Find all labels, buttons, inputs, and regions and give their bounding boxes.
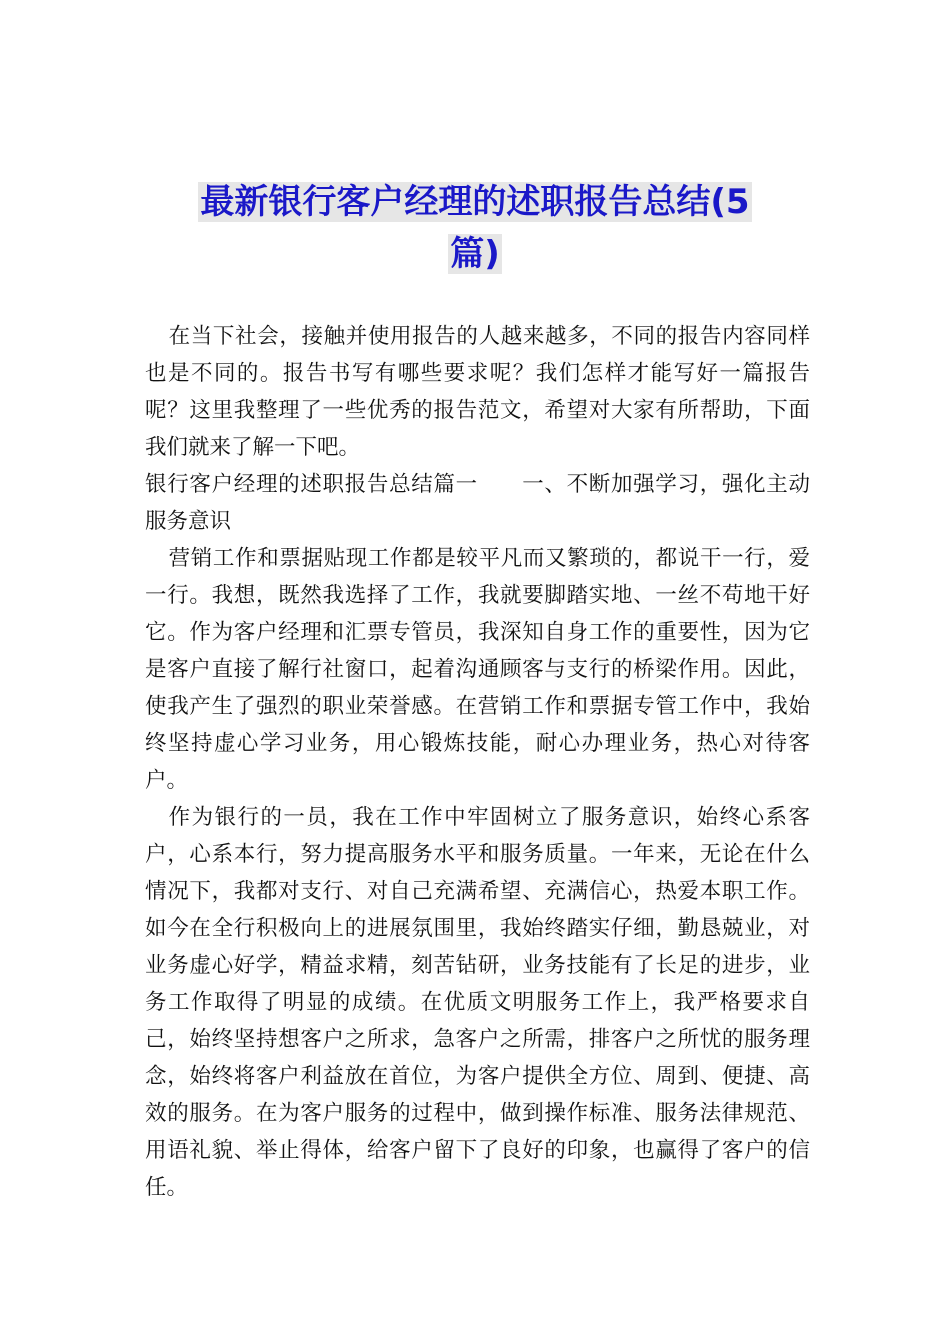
- body-paragraph: 营销工作和票据贴现工作都是较平凡而又繁琐的，都说干一行，爱一行。我想，既然我选择了工作，我就要脚踏实地、一丝不苟地干好它。作为客户经理和汇票专管员，我深知自身工作的重要性，因为它是客户直接了解行社窗口，起着沟通顾客与支行的桥梁作用。因此，使我产生了强烈的职业荣誉感。在营销工作和票据专管工作中，我始终坚持虚心学习业务，用心锻炼技能，耐心办理业务，热心对待客户。: [145, 546, 810, 793]
- section-heading: 银行客户经理的述职报告总结篇一 一、不断加强学习，强化主动服务意识: [145, 472, 810, 534]
- document-body: [145, 318, 810, 1206]
- title-line-2: 篇): [450, 234, 500, 274]
- document-title: [145, 176, 805, 280]
- intro-paragraph: 在当下社会，接触并使用报告的人越来越多，不同的报告内容同样也是不同的。报告书写有哪些要求呢？我们怎样才能写好一篇报告呢？这里我整理了一些优秀的报告范文，希望对大家有所帮助，下面我们就来了解一下吧。: [145, 324, 810, 460]
- body-paragraph: 作为银行的一员，我在工作中牢固树立了服务意识，始终心系客户，心系本行，努力提高服务水平和服务质量。一年来，无论在什么情况下，我都对支行、对自己充满希望、充满信心，热爱本职工作。如今在全行积极向上的进展氛围里，我始终踏实仔细，勤恳兢业，对业务虚心好学，精益求精，刻苦钻研，业务技能有了长足的进步，业务工作取得了明显的成绩。在优质文明服务工作上，我严格要求自己，始终坚持想客户之所求，急客户之所需，排客户之所忧的服务理念，始终将客户利益放在首位，为客户提供全方位、周到、便捷、高效的服务。在为客户服务的过程中，做到操作标准、服务法律规范、用语礼貌、举止得体，给客户留下了良好的印象，也赢得了客户的信任。: [145, 805, 810, 1200]
- title-line-1: 最新银行客户经理的述职报告总结(5: [200, 182, 750, 222]
